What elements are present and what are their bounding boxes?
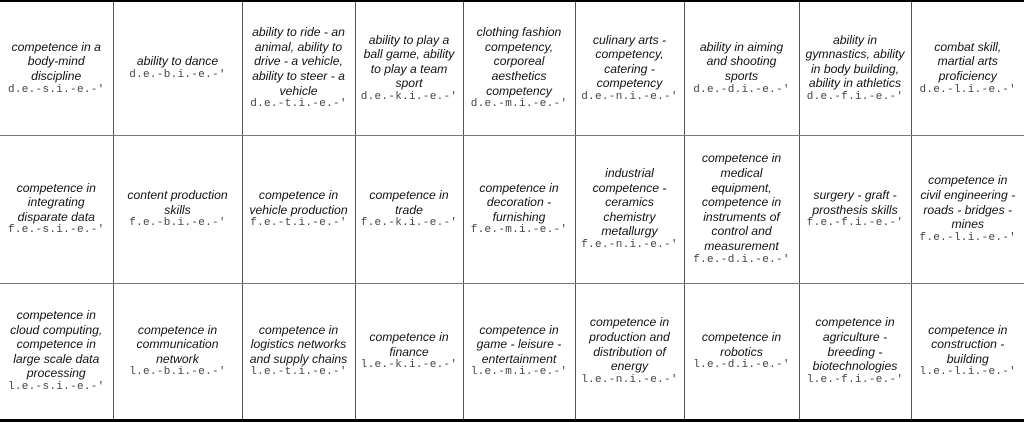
table-cell [463, 283, 575, 420]
code-text: d.e.-s.i.-e.-' [7, 83, 105, 96]
table-cell [242, 2, 355, 135]
term-text: competence in communication network [136, 322, 219, 366]
table-cell [355, 283, 463, 420]
table-cell [684, 135, 799, 283]
code-text: d.e.-m.i.-e.-' [470, 98, 568, 111]
term-text: competence in game - leisure - entertainment [476, 322, 562, 366]
term-text: ability to ride - an animal, ability to drive - a vehicle, ability to steer - a vehicle [252, 25, 345, 98]
table-cell [0, 2, 113, 135]
code-text: d.e.-k.i.-e.-' [360, 90, 458, 103]
code-text: f.e.-b.i.-e.-' [129, 217, 226, 230]
code-text: l.e.-l.i.-e.-' [919, 366, 1017, 379]
table-cell [575, 283, 684, 420]
code-text: d.e.-b.i.-e.-' [129, 69, 226, 82]
table-cell [799, 135, 911, 283]
term-text: clothing fashion competency, corporeal aesthetics competency [476, 25, 562, 98]
table-cell [684, 2, 799, 135]
code-text: f.e.-m.i.-e.-' [470, 224, 568, 237]
table-cell [355, 135, 463, 283]
term-text: competence in integrating disparate data [16, 180, 96, 224]
code-text: l.e.-s.i.-e.-' [7, 380, 105, 393]
code-text: l.e.-m.i.-e.-' [470, 366, 568, 379]
table-cell [799, 2, 911, 135]
term-text: content production skills [127, 187, 228, 217]
table-cell [911, 135, 1024, 283]
table-cell [575, 2, 684, 135]
code-text: l.e.-f.i.-e.-' [806, 373, 904, 386]
table-cell [113, 2, 242, 135]
table-cell [799, 283, 911, 420]
term-text: competence in finance [369, 329, 449, 359]
code-text: f.e.-d.i.-e.-' [693, 253, 790, 266]
table-cell [684, 283, 799, 420]
term-text: competence in vehicle production [249, 187, 348, 217]
table-cell [463, 135, 575, 283]
term-text: ability in aiming and shooting sports [699, 39, 784, 84]
table-row [0, 2, 1024, 135]
code-text: l.e.-k.i.-e.-' [360, 359, 458, 372]
term-text: ability to play a ball game, ability to play a team sport [363, 32, 455, 91]
table-cell [242, 135, 355, 283]
term-text: competence in a body-mind discipline [11, 39, 101, 84]
term-text: competence in production and distribution of energy [589, 315, 670, 374]
code-text: d.e.-l.i.-e.-' [919, 83, 1017, 96]
term-text: ability in gymnastics, ability in body building, ability in athletics [805, 32, 905, 91]
term-text: competence in logistics networks and supply chains [249, 322, 348, 366]
table-cell [0, 135, 113, 283]
term-text: combat skill, martial arts proficiency [934, 39, 1002, 84]
table-cell [355, 2, 463, 135]
term-text: competence in cloud computing, competence in large scale data processing [10, 308, 103, 381]
code-text: d.e.-n.i.-e.-' [581, 90, 678, 103]
term-text: competence in construction - building [928, 322, 1008, 366]
code-text: l.e.-n.i.-e.-' [581, 373, 678, 386]
term-text: industrial competence - ceramics chemistry metallurgy [592, 166, 667, 239]
code-text: l.e.-d.i.-e.-' [693, 359, 790, 372]
code-text: d.e.-d.i.-e.-' [693, 83, 790, 96]
table-cell [0, 283, 113, 420]
code-text: f.e.-n.i.-e.-' [581, 238, 678, 251]
code-text: d.e.-f.i.-e.-' [806, 90, 904, 103]
code-text: f.e.-k.i.-e.-' [360, 217, 458, 230]
code-text: f.e.-l.i.-e.-' [919, 231, 1017, 244]
table-cell [575, 135, 684, 283]
table-cell [463, 2, 575, 135]
term-text: culinary arts - competency, catering - competency [592, 32, 667, 91]
table-cell [911, 2, 1024, 135]
term-text: competence in medical equipment, competence in instruments of control and measurement [701, 151, 782, 253]
table-cell [242, 283, 355, 420]
code-text: d.e.-t.i.-e.-' [250, 98, 347, 111]
term-text: competence in robotics [701, 329, 782, 359]
code-text: l.e.-b.i.-e.-' [129, 366, 226, 379]
competence-table [0, 2, 1024, 422]
term-text: competence in decoration - furnishing [479, 180, 559, 224]
term-text: competence in agriculture - breeding - biotechnologies [812, 315, 898, 374]
table-cell [113, 135, 242, 283]
table-cell [113, 283, 242, 420]
table-row [0, 135, 1024, 283]
term-text: surgery - graft - prosthesis skills [812, 187, 898, 217]
code-text: f.e.-f.i.-e.-' [806, 217, 904, 230]
term-text: competence in trade [369, 187, 449, 217]
table-cell [911, 283, 1024, 420]
code-text: l.e.-t.i.-e.-' [250, 366, 347, 379]
term-text: competence in civil engineering - roads - bridges - mines [920, 173, 1016, 232]
table-row [0, 283, 1024, 420]
code-text: f.e.-s.i.-e.-' [7, 224, 105, 237]
term-text: ability to dance [136, 54, 219, 69]
code-text: f.e.-t.i.-e.-' [250, 217, 347, 230]
